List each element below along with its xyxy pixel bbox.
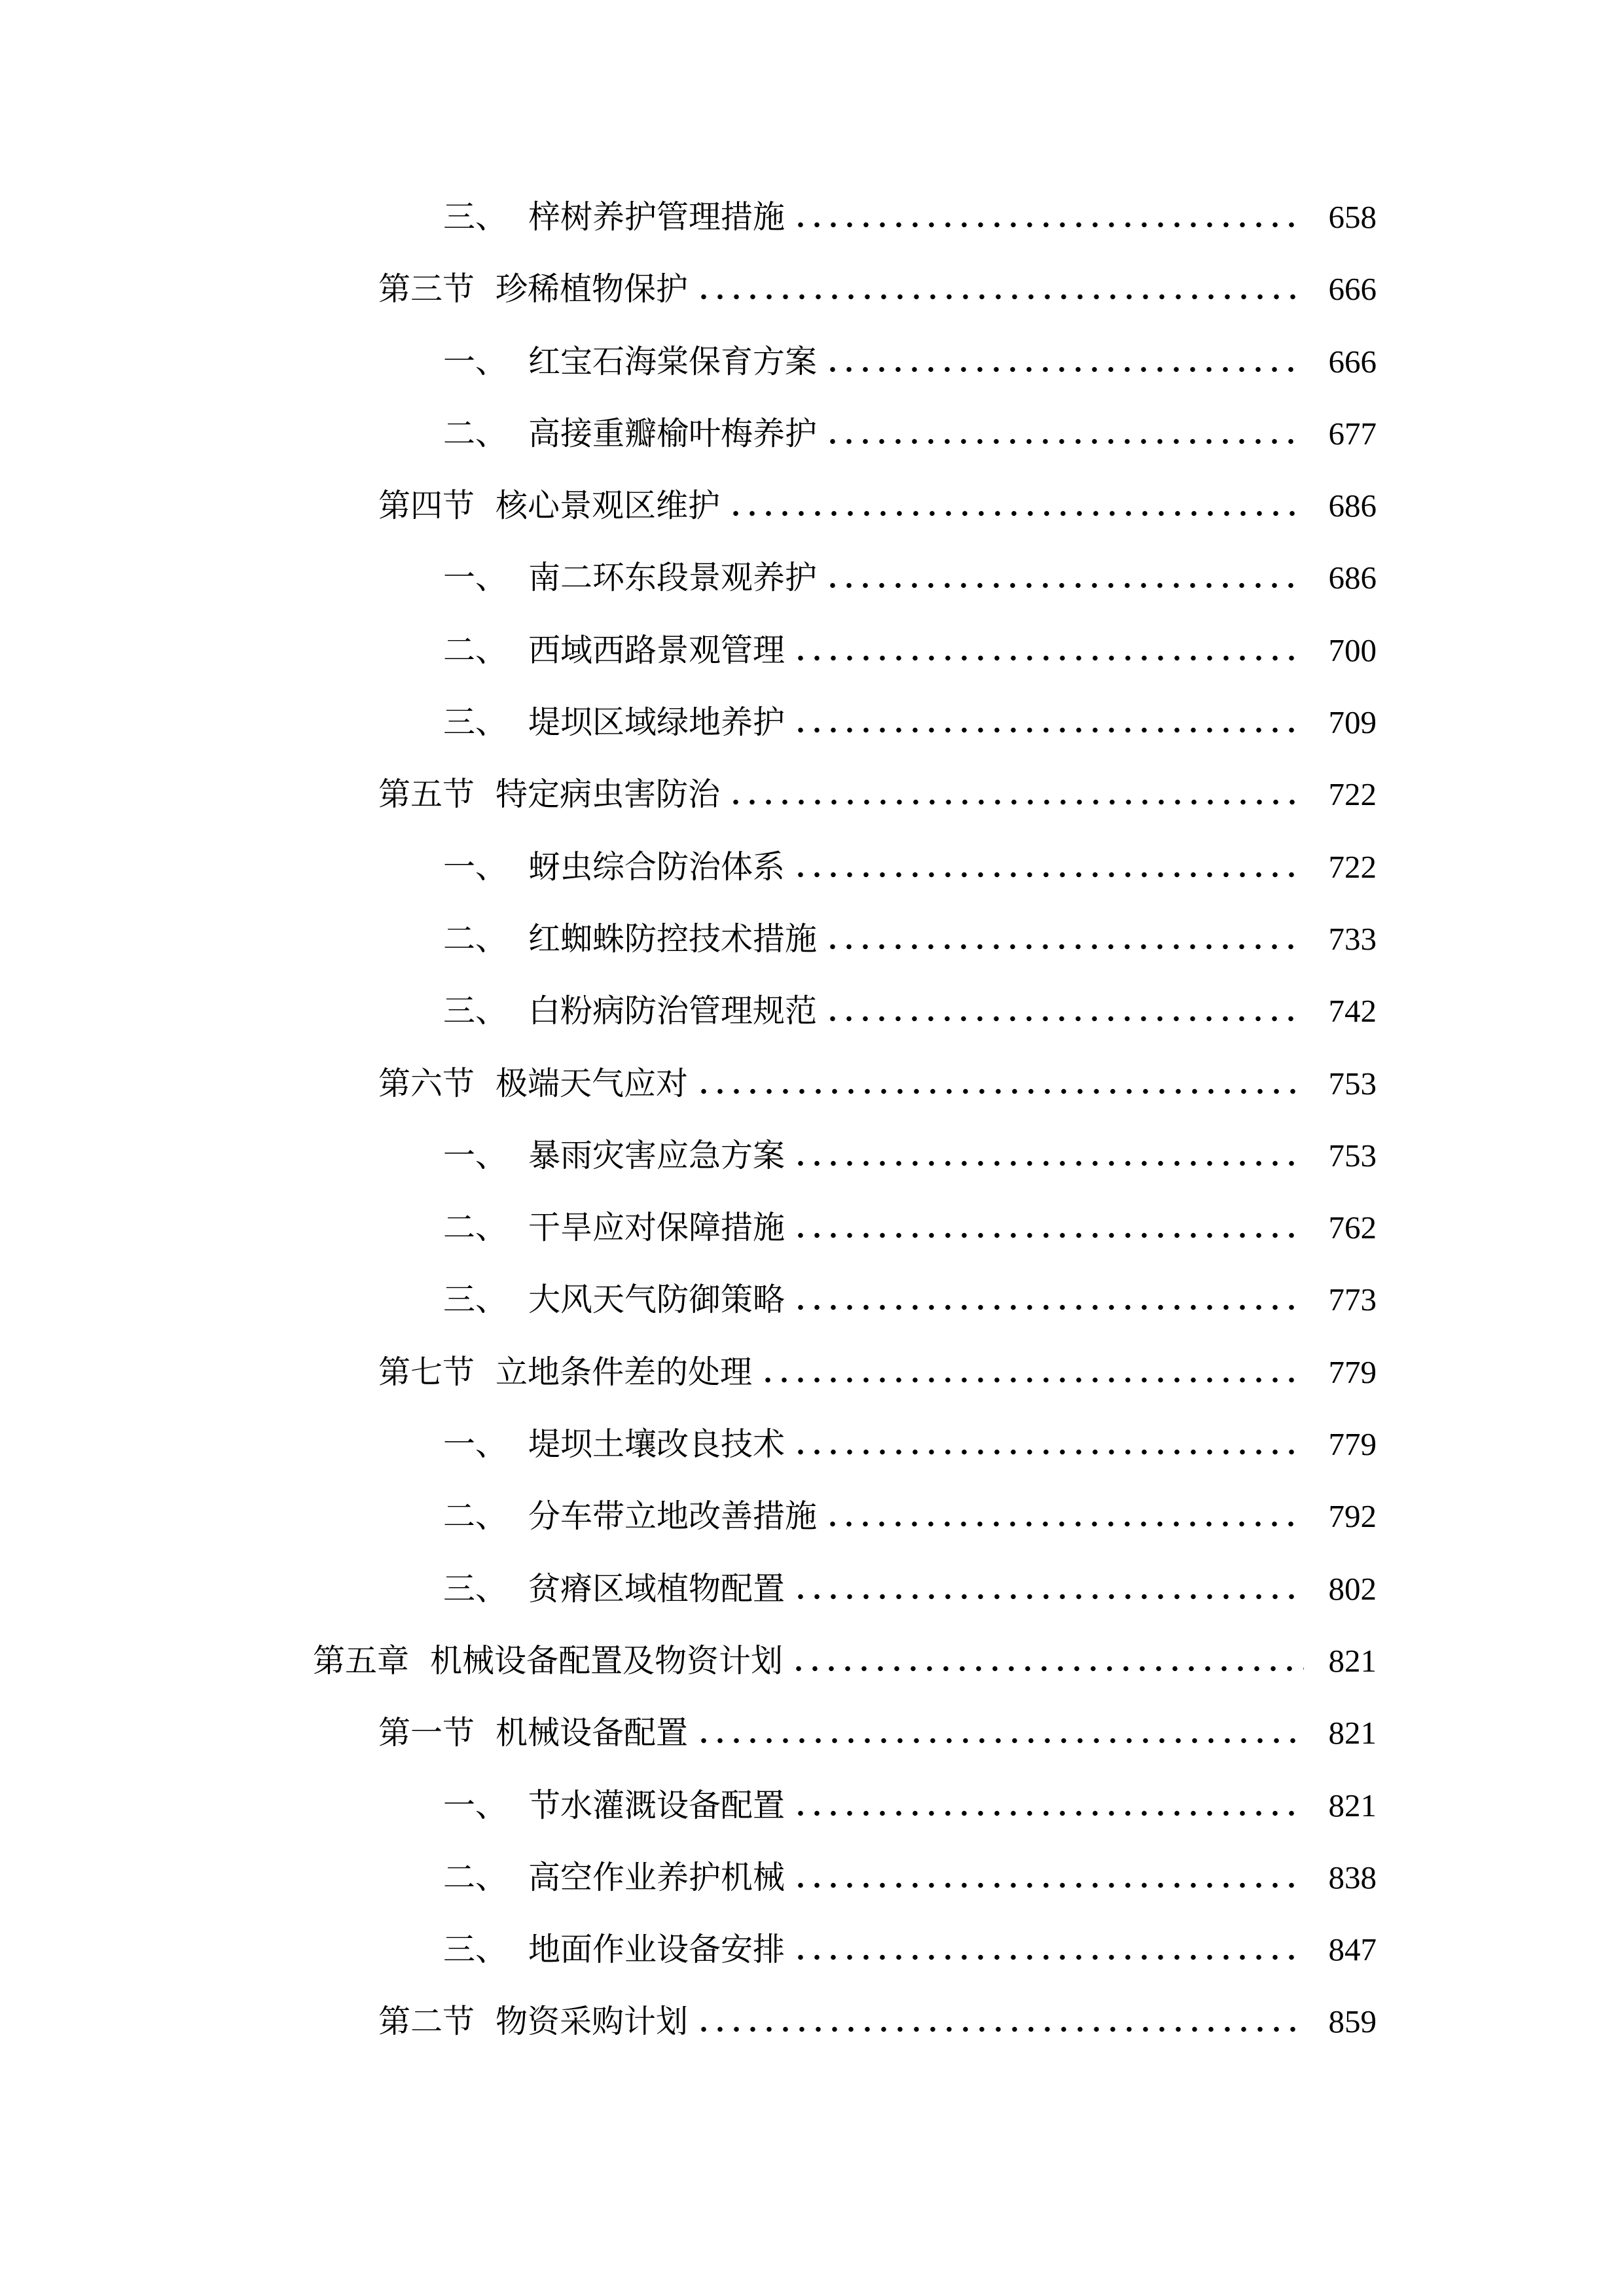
dot-leader [825, 583, 1304, 588]
dot-leader [793, 1160, 1304, 1166]
toc-entry-title: 南二环东段景观养护 [528, 560, 818, 596]
toc-entry-title: 堤坝土壤改良技术 [528, 1426, 785, 1463]
dot-leader [728, 799, 1304, 805]
dot-leader [696, 1088, 1304, 1094]
toc-entry [0, 831, 1377, 903]
toc-entry-title: 物资采购计划 [496, 2003, 689, 2040]
toc-entry-title: 暴雨灾害应急方案 [528, 1137, 785, 1174]
dot-leader [825, 944, 1304, 950]
dot-leader [793, 222, 1304, 228]
toc-entry-page: 821 [1328, 1787, 1377, 1823]
toc-entry-page: 821 [1328, 1715, 1377, 1751]
toc-entry-title: 白粉病防治管理规范 [528, 993, 818, 1030]
toc-entry-number: 第四节 [378, 488, 475, 524]
toc-entry-number: 第一节 [378, 1715, 475, 1751]
dot-leader [793, 1594, 1304, 1600]
toc-entry-number: 第六节 [378, 1065, 475, 1102]
toc-entry-page: 847 [1328, 1931, 1377, 1968]
toc-entry [0, 1770, 1377, 1842]
toc-entry-title: 地面作业设备安排 [528, 1931, 785, 1968]
toc-entry-title: 大风天气防御策略 [528, 1282, 785, 1318]
toc-entry-page: 821 [1328, 1642, 1377, 1679]
dot-leader [825, 439, 1304, 444]
toc-entry [0, 1842, 1377, 1914]
toc-entry-page: 742 [1328, 993, 1377, 1030]
toc-entry-number: 三、 [443, 1282, 508, 1318]
toc-entry-title: 高接重瓣榆叶梅养护 [528, 415, 818, 452]
toc-entry-page: 733 [1328, 920, 1377, 957]
toc-entry-number: 二、 [443, 415, 508, 452]
dot-leader [791, 1666, 1304, 1672]
dot-leader [760, 1377, 1304, 1383]
toc-entry-page: 779 [1328, 1426, 1377, 1463]
toc-entry-page: 762 [1328, 1210, 1377, 1246]
toc-entry [0, 1986, 1377, 2058]
toc-entry-title: 堤坝区域绿地养护 [528, 704, 785, 741]
toc-entry-title: 红宝石海棠保育方案 [528, 343, 818, 380]
toc-entry-page: 779 [1328, 1354, 1377, 1390]
dot-leader [793, 655, 1304, 661]
toc-entry-title: 立地条件差的处理 [496, 1354, 753, 1390]
toc-entry [0, 1553, 1377, 1625]
toc-entry [0, 542, 1377, 614]
toc-entry-title: 梓树养护管理措施 [528, 199, 785, 235]
toc-entry-number: 三、 [443, 704, 508, 741]
toc-entry-title: 高空作业养护机械 [528, 1859, 785, 1895]
toc-entry-page: 722 [1328, 848, 1377, 885]
toc-entry-page: 753 [1328, 1065, 1377, 1102]
toc-entry-number: 第五节 [378, 776, 475, 813]
toc-entry-number: 一、 [443, 848, 508, 885]
toc-entry [0, 1048, 1377, 1120]
toc-entry [0, 615, 1377, 687]
dot-leader [793, 1449, 1304, 1455]
toc-entry-number: 三、 [443, 199, 508, 235]
toc-entry-title: 节水灌溉设备配置 [528, 1787, 785, 1823]
toc-entry-title: 分车带立地改善措施 [528, 1498, 818, 1535]
toc-entry-number: 一、 [443, 343, 508, 380]
toc-entry-number: 三、 [443, 1931, 508, 1968]
toc-entry-title: 贫瘠区域植物配置 [528, 1570, 785, 1607]
toc-entry [0, 975, 1377, 1047]
toc-entry-number: 第三节 [378, 271, 475, 308]
dot-leader [793, 1232, 1304, 1238]
dot-leader [793, 1304, 1304, 1310]
toc-entry-number: 二、 [443, 1210, 508, 1246]
dot-leader [825, 1521, 1304, 1527]
toc-entry-title: 特定病虫害防治 [496, 776, 721, 813]
toc-entry-title: 核心景观区维护 [496, 488, 721, 524]
toc-entry-page: 792 [1328, 1498, 1377, 1535]
toc-entry-title: 机械设备配置 [496, 1715, 689, 1751]
toc-entry [0, 1264, 1377, 1336]
toc-entry-page: 838 [1328, 1859, 1377, 1895]
toc-entry-number: 二、 [443, 1859, 508, 1895]
toc-entry-title: 红蜘蛛防控技术措施 [528, 920, 818, 957]
toc-entry-page: 773 [1328, 1282, 1377, 1318]
toc-entry-number: 第五章 [313, 1642, 410, 1679]
toc-entry-title: 机械设备配置及物资计划 [430, 1642, 784, 1679]
toc-entry-title: 极端天气应对 [496, 1065, 689, 1102]
toc-entry [0, 1120, 1377, 1192]
toc-entry-page: 686 [1328, 488, 1377, 524]
toc-entry-number: 第七节 [378, 1354, 475, 1390]
dot-leader [793, 872, 1304, 878]
toc-entry [0, 326, 1377, 398]
dot-leader [793, 1810, 1304, 1816]
dot-leader [696, 1738, 1304, 1744]
toc-entry-title: 珍稀植物保护 [496, 271, 689, 308]
dot-leader [728, 511, 1304, 516]
toc-entry-page: 753 [1328, 1137, 1377, 1174]
toc-entry [0, 181, 1377, 253]
toc-entry [0, 1408, 1377, 1480]
toc-entry [0, 1625, 1377, 1697]
toc-entry-page: 722 [1328, 776, 1377, 813]
toc-entry [0, 759, 1377, 831]
toc-entry-page: 658 [1328, 199, 1377, 235]
toc-entry [0, 398, 1377, 470]
toc-entry-number: 二、 [443, 920, 508, 957]
toc-entry-page: 666 [1328, 271, 1377, 308]
toc-entry-number: 一、 [443, 560, 508, 596]
toc-entry-number: 第二节 [378, 2003, 475, 2040]
dot-leader [793, 727, 1304, 733]
toc-entry-number: 二、 [443, 1498, 508, 1535]
toc-entry-number: 三、 [443, 1570, 508, 1607]
dot-leader [696, 2026, 1304, 2032]
toc-entry [0, 1914, 1377, 1986]
toc-entry-number: 二、 [443, 632, 508, 668]
toc-entry-page: 700 [1328, 632, 1377, 668]
toc-entry [0, 1192, 1377, 1264]
toc-entry-page: 666 [1328, 343, 1377, 380]
toc-entry-page: 802 [1328, 1570, 1377, 1607]
toc-entry-page: 686 [1328, 560, 1377, 596]
dot-leader [793, 1954, 1304, 1960]
toc-entry-number: 一、 [443, 1137, 508, 1174]
toc-entry [0, 1697, 1377, 1769]
dot-leader [696, 294, 1304, 300]
toc-entry-title: 干旱应对保障措施 [528, 1210, 785, 1246]
toc-entry-page: 859 [1328, 2003, 1377, 2040]
toc-entry [0, 687, 1377, 759]
toc-entry [0, 1480, 1377, 1552]
dot-leader [825, 367, 1304, 372]
table-of-contents [0, 181, 1624, 2058]
toc-entry-title: 西域西路景观管理 [528, 632, 785, 668]
toc-entry-page: 677 [1328, 415, 1377, 452]
toc-entry-number: 一、 [443, 1787, 508, 1823]
toc-entry-page: 709 [1328, 704, 1377, 741]
toc-entry [0, 470, 1377, 542]
toc-entry-title: 蚜虫综合防治体系 [528, 848, 785, 885]
dot-leader [793, 1882, 1304, 1888]
toc-entry [0, 1336, 1377, 1408]
toc-entry [0, 903, 1377, 975]
dot-leader [825, 1016, 1304, 1022]
toc-entry-number: 三、 [443, 993, 508, 1030]
toc-entry-number: 一、 [443, 1426, 508, 1463]
toc-entry [0, 253, 1377, 325]
